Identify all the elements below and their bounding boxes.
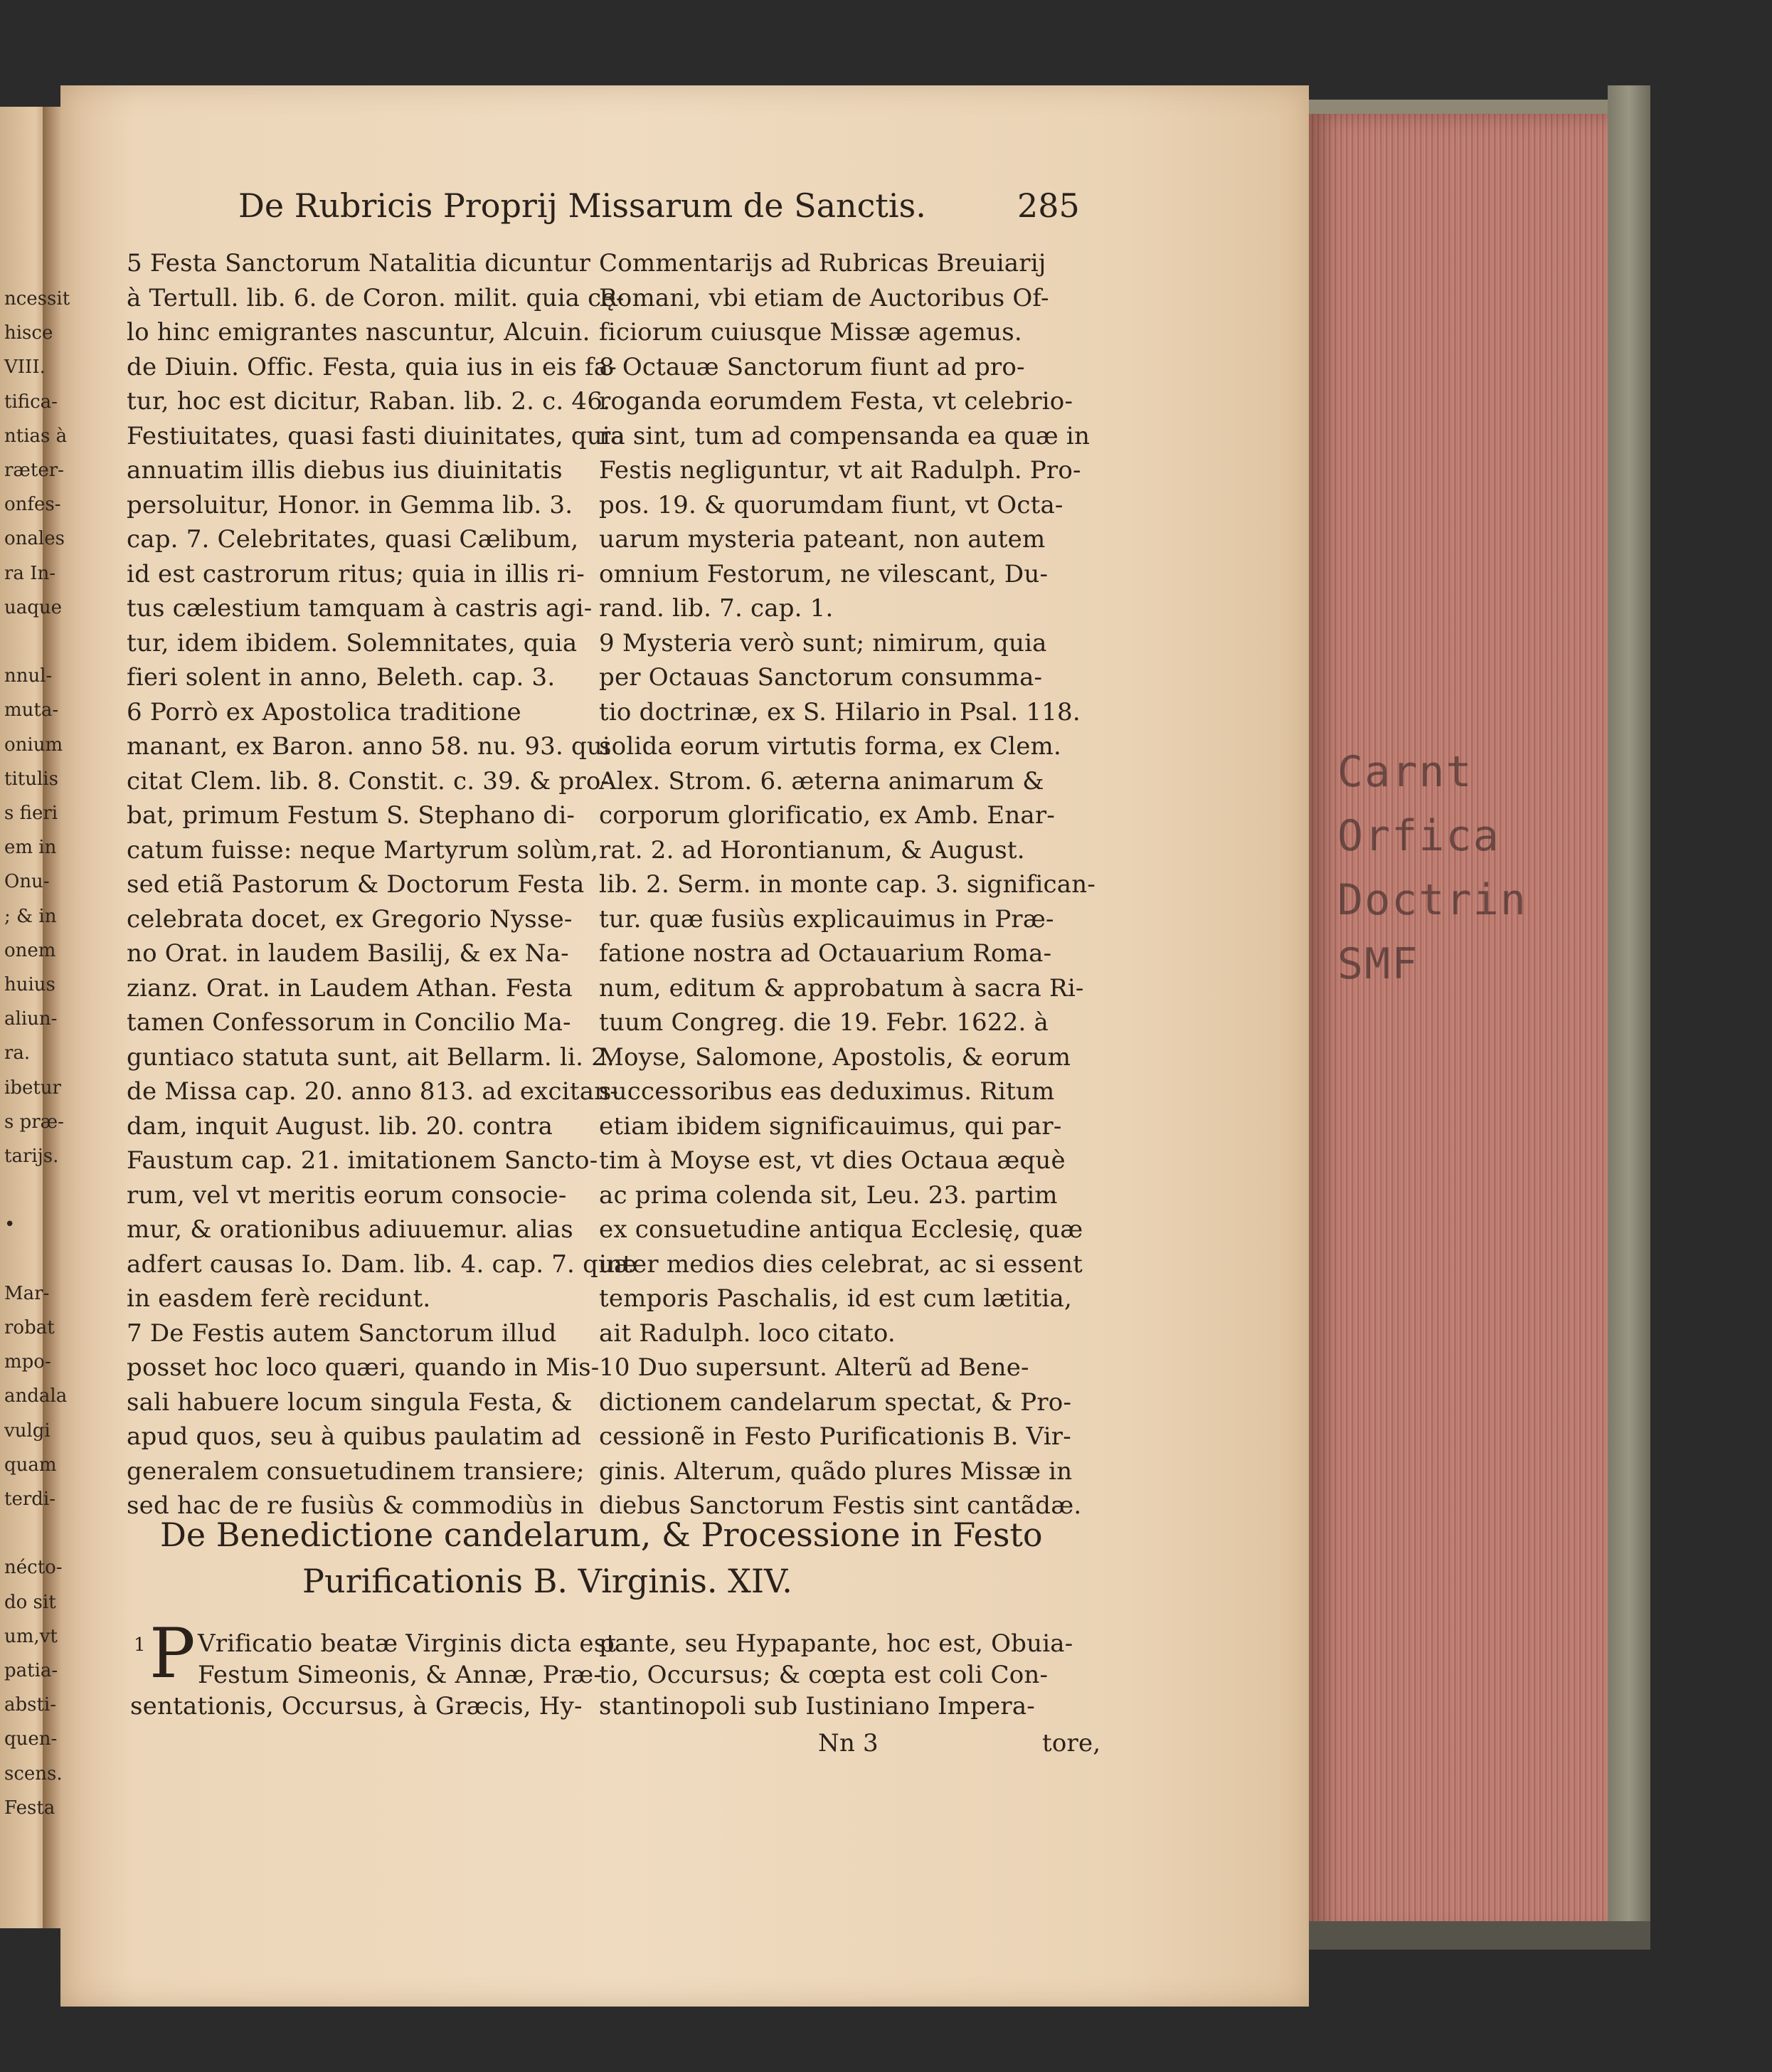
right-column-line: ra sint, tum ad compensanda ea quæ in [599,421,1091,450]
left-column-line: adfert causas Io. Dam. lib. 4. cap. 7. quæ [127,1249,637,1279]
section-right-line: stantinopoli sub Iustiniano Impera- [599,1692,1035,1720]
right-column-line: Alex. Strom. 6. æterna animarum & [599,766,1044,796]
facing-margin-fragment: nnul- [4,665,53,687]
right-column-line: rand. lib. 7. cap. 1. [599,594,834,623]
left-column-line: no Orat. in laudem Basilij, & ex Na- [127,939,569,968]
right-column-line: pos. 19. & quorumdam fiunt, vt Octa- [599,490,1063,519]
left-column-line: sed hac de re fusiùs & commodiùs in [127,1491,585,1520]
left-column-line: Festiuitates, quasi fasti diuinitates, quia [127,421,625,450]
right-column-line: uarum mysteria pateant, non autem [599,525,1046,554]
section-left-line: Vrificatio beatæ Virginis dicta est [198,1629,617,1658]
facing-margin-fragment: vulgi [4,1420,51,1442]
left-column-line: sed etiã Pastorum & Doctorum Festa [127,870,585,899]
left-column-line: celebrata docet, ex Gregorio Nysse- [127,904,573,934]
facing-margin-fragment: s fieri [4,803,58,824]
facing-margin-fragment: do sit [4,1591,56,1613]
facing-margin-fragment: Mar- [4,1282,50,1304]
facing-margin-fragment: • [4,1214,16,1236]
facing-margin-fragment: um,vt [4,1625,58,1647]
facing-margin-fragment: ra In- [4,562,55,584]
facing-margin-fragment: aliun- [4,1008,58,1030]
right-column-line: temporis Paschalis, id est cum lætitia, [599,1284,1072,1313]
facing-margin-fragment: ra. [4,1042,31,1064]
edge-mark: Carnt [1337,747,1473,797]
left-column-line: mur, & orationibus adiuuemur. alias [127,1215,573,1244]
facing-margin-fragment: tarijs. [4,1146,59,1167]
edge-mark: Orfica [1337,811,1500,861]
right-column-line: ginis. Alterum, quãdo plures Missæ in [599,1457,1073,1486]
facing-margin-fragment: VIII. [4,356,46,379]
left-column-line: dam, inquit August. lib. 20. contra [127,1111,553,1141]
paragraph-number: 1 [134,1634,146,1656]
right-column-line: ex consuetudine antiqua Ecclesię, quæ [599,1215,1083,1244]
section-left-line: Festum Simeonis, & Annæ, Præ- [198,1661,603,1689]
right-column-line: corporum glorificatio, ex Amb. Enar- [599,801,1056,830]
right-column-line: rat. 2. ad Horontianum, & August. [599,835,1025,865]
edge-mark: Doctrin [1337,875,1527,925]
right-column-line: roganda eorumdem Festa, vt celebrio- [599,387,1073,416]
facing-margin-fragment: quam [4,1454,57,1476]
left-column-line: manant, ex Baron. anno 58. nu. 93. qui [127,732,611,761]
section-right-line: pante, seu Hypapante, hoc est, Obuia- [599,1629,1073,1658]
edge-mark: SMF [1337,939,1419,989]
page-number: 285 [1017,186,1080,225]
section-heading-line2: Purificationis B. Virginis. XIV. [302,1562,792,1600]
left-column-line: tus cælestium tamquam à castris agi- [127,594,593,623]
left-column-line: apud quos, seu à quibus paulatim ad [127,1422,582,1451]
right-column-line: tuum Congreg. die 19. Febr. 1622. à [599,1008,1049,1037]
right-column-line: 9 Mysteria verò sunt; nimirum, quia [599,628,1047,657]
left-column-line: tur, hoc est dicitur, Raban. lib. 2. c. 46. [127,387,611,416]
facing-margin-fragment: em in [4,837,57,859]
catchword: tore, [1042,1729,1101,1758]
right-column-line: inter medios dies celebrat, ac si essent [599,1249,1083,1279]
facing-margin-fragment: patia- [4,1660,58,1681]
right-column-line: Commentarijs ad Rubricas Breuiarij [599,249,1046,278]
facing-margin-fragment: ncessit [4,288,70,310]
right-column-line: tur. quæ fusiùs explicauimus in Præ- [599,904,1054,934]
facing-margin-fragment: terdi- [4,1489,56,1510]
right-column-line: cessionẽ in Festo Purificationis B. Vir- [599,1422,1071,1451]
left-column-line: posset hoc loco quæri, quando in Mis- [127,1353,600,1382]
right-column-line: per Octauas Sanctorum consumma- [599,663,1043,692]
facing-margin-fragment: onales [4,528,65,550]
left-column-line: Faustum cap. 21. imitationem Sancto- [127,1146,598,1175]
left-column-line: catum fuisse: neque Martyrum solùm, [127,835,599,865]
right-column-line: tim à Moyse est, vt dies Octaua æquè [599,1146,1066,1175]
right-column-line: tio doctrinæ, ex S. Hilario in Psal. 118. [599,697,1081,726]
left-column-line: rum, vel vt meritis eorum consocie- [127,1180,567,1210]
right-column-line: 8 Octauæ Sanctorum fiunt ad pro- [599,352,1025,381]
drop-cap: P [149,1614,196,1693]
facing-margin-fragment: absti- [4,1694,57,1716]
left-column-line: 6 Porrò ex Apostolica traditione [127,697,521,726]
signature-mark: Nn 3 [818,1729,879,1758]
facing-margin-fragment: ibetur [4,1077,61,1099]
book-cover-bottom [1295,1921,1650,1950]
facing-margin-fragment: onfes- [4,494,61,516]
fore-edge [1309,114,1622,1935]
facing-margin-fragment: huius [4,974,55,995]
right-column-line: solida eorum virtutis forma, ex Clem. [599,732,1061,761]
left-column-line: persoluitur, Honor. in Gemma lib. 3. [127,490,573,519]
facing-margin-fragment: scens. [4,1762,63,1785]
facing-margin-fragment: onium [4,734,63,756]
right-column-line: Romani, vbi etiam de Auctoribus Of- [599,283,1049,312]
right-column-line: dictionem candelarum spectat, & Pro- [599,1388,1072,1417]
facing-margin-fragment: titulis [4,768,58,790]
left-column-line: zianz. Orat. in Laudem Athan. Festa [127,973,573,1003]
facing-margin-fragment: robat [4,1317,55,1338]
book-cover [1608,85,1650,1935]
left-column-line: sali habuere locum singula Festa, & [127,1388,573,1417]
section-left-line: sentationis, Occursus, à Græcis, Hy- [130,1692,583,1720]
right-column-line: omnium Festorum, ne vilescant, Du- [599,559,1049,588]
left-column-line: de Diuin. Offic. Festa, quia ius in eis fa- [127,352,617,381]
facing-margin-fragment: hisce [4,322,53,344]
right-column-line: ait Radulph. loco citato. [599,1318,896,1348]
right-column-line: Moyse, Salomone, Apostolis, & eorum [599,1042,1071,1072]
right-column-line: ac prima colenda sit, Leu. 23. partim [599,1180,1058,1210]
facing-margin-fragment: ræter- [4,460,64,481]
right-column-line: ficiorum cuiusque Missæ agemus. [599,318,1022,347]
left-column-line: citat Clem. lib. 8. Constit. c. 39. & pro- [127,766,610,796]
left-column-line: in easdem ferè recidunt. [127,1284,431,1313]
section-heading-line1: De Benedictione candelarum, & Processione in Festo [160,1516,1043,1554]
facing-margin-fragment: ntias à [4,425,68,447]
right-column-line: Festis negliguntur, vt ait Radulph. Pro- [599,456,1081,485]
facing-margin-fragment: andala [4,1385,68,1407]
fore-edge-inscription [1337,740,1565,989]
left-column-line: à Tertull. lib. 6. de Coron. milit. quia cę- [127,283,625,312]
right-column-line: successoribus eas deduximus. Ritum [599,1077,1055,1106]
facing-margin-fragment: Festa [4,1797,55,1819]
facing-margin-fragment: onem [4,939,56,961]
left-column-line: annuatim illis diebus ius diuinitatis [127,456,563,485]
facing-margin-fragment: muta- [4,699,59,722]
left-column-line: tamen Confessorum in Concilio Ma- [127,1008,571,1037]
section-right-line: tio, Occursus; & cœpta est coli Con- [599,1661,1049,1689]
facing-margin-fragment: Onu- [4,871,50,893]
left-column-line: lo hinc emigrantes nascuntur, Alcuin. [127,318,590,347]
facing-margin-fragment: quen- [4,1728,58,1750]
right-column-line: diebus Sanctorum Festis sint cantãdæ. [599,1491,1082,1520]
right-column-line: lib. 2. Serm. in monte cap. 3. significan- [599,870,1096,899]
facing-margin-fragment: s præ- [4,1111,64,1133]
left-column-line: tur, idem ibidem. Solemnitates, quia [127,628,578,657]
facing-margin-fragment: tifica- [4,391,58,413]
facing-margin-fragment: mpo- [4,1351,51,1373]
left-column-line: guntiaco statuta sunt, ait Bellarm. li. 2. [127,1042,615,1072]
left-column-line: 5 Festa Sanctorum Natalitia dicuntur [127,249,591,278]
left-column-line: fieri solent in anno, Beleth. cap. 3. [127,663,556,692]
left-column-line: bat, primum Festum S. Stephano di- [127,801,575,830]
right-column-line: 10 Duo supersunt. Alterũ ad Bene- [599,1353,1029,1382]
right-column-line: etiam ibidem significauimus, qui par- [599,1111,1062,1141]
left-column-line: de Missa cap. 20. anno 813. ad excitan- [127,1077,618,1106]
left-column-line: cap. 7. Celebritates, quasi Cælibum, [127,525,579,554]
left-column-line: 7 De Festis autem Sanctorum illud [127,1318,557,1348]
running-title: De Rubricis Proprij Missarum de Sanctis. [238,186,926,225]
right-column-line: num, editum & approbatum à sacra Ri- [599,973,1084,1003]
facing-margin-fragment: ; & in [4,905,57,927]
right-column-line: fatione nostra ad Octauarium Roma- [599,939,1052,968]
facing-margin-fragment: uaque [4,596,63,618]
facing-margin-fragment: nécto- [4,1557,63,1579]
left-column-line: id est castrorum ritus; quia in illis ri- [127,559,585,588]
left-column-line: generalem consuetudinem transiere; [127,1457,585,1486]
